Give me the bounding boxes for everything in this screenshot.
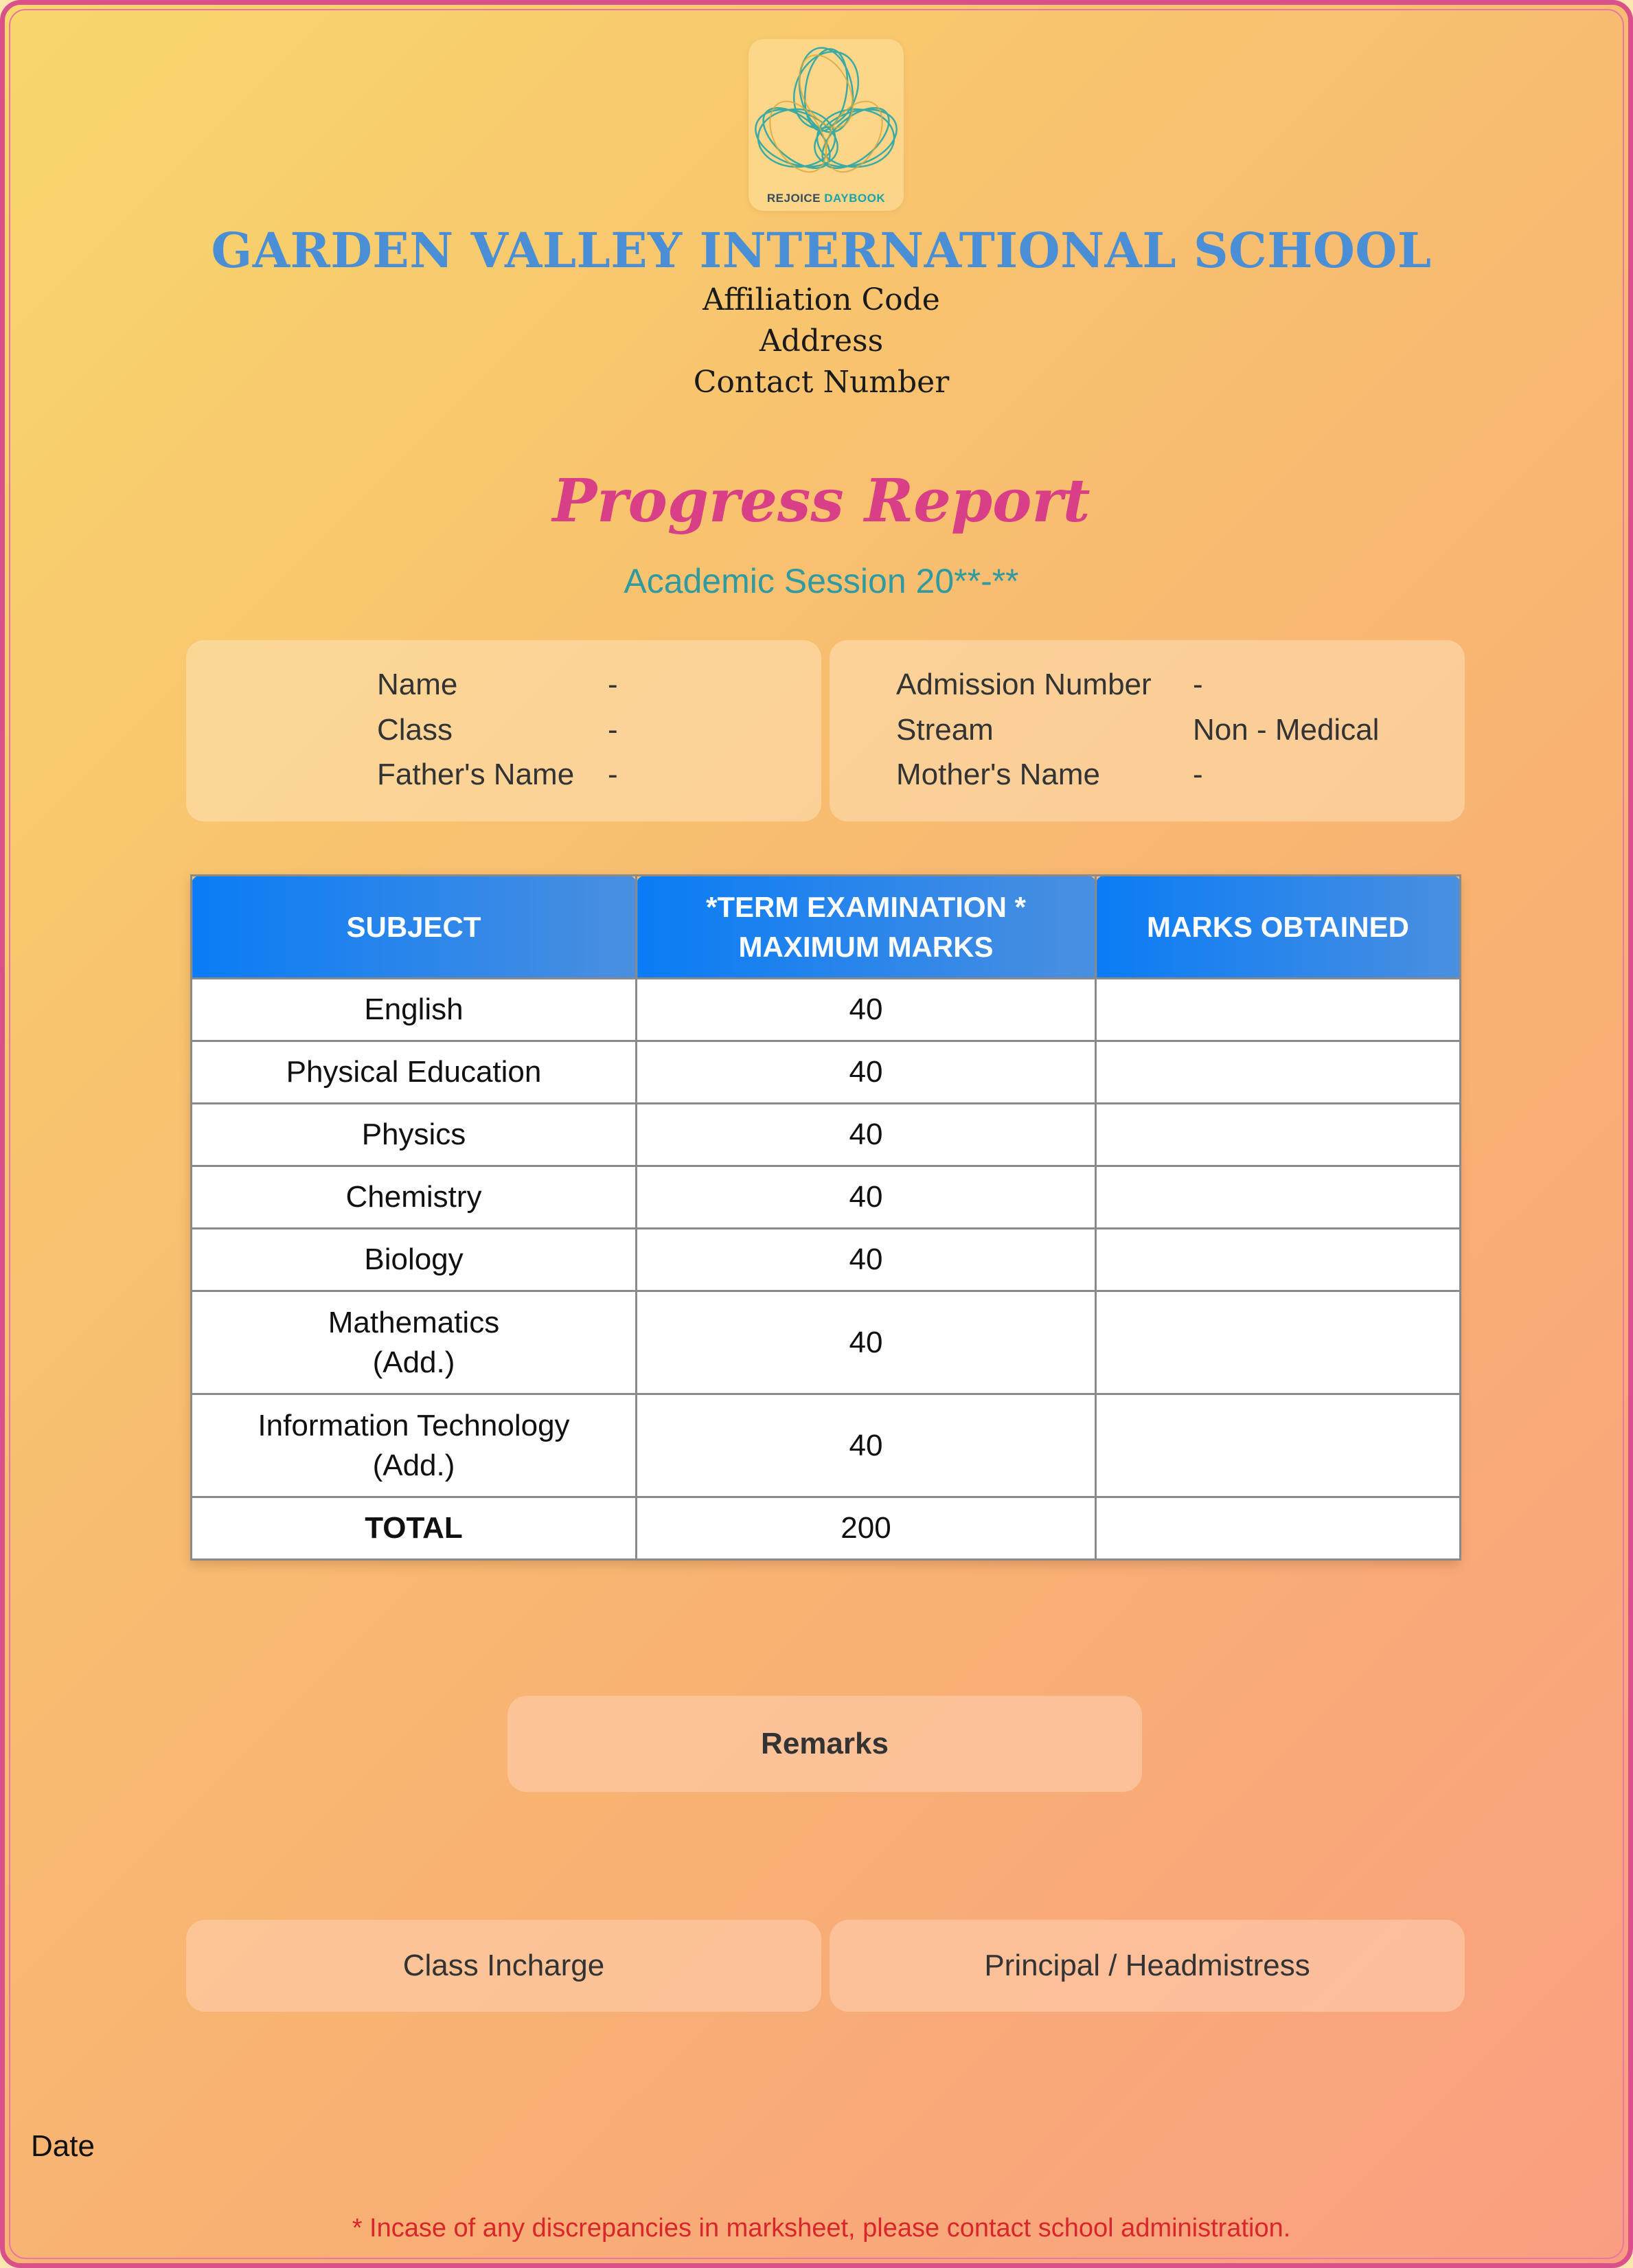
class-value: - [608, 713, 618, 747]
header-max-line2: MAXIMUM MARKS [738, 930, 994, 963]
max-marks-cell: 40 [637, 1394, 1096, 1497]
name-value: - [608, 668, 618, 701]
remarks-box [507, 1696, 1142, 1792]
subject-line2: (Add.) [372, 1345, 455, 1379]
principal-label: Principal / Headmistress [984, 1949, 1310, 1982]
subject-line2: (Add.) [372, 1448, 455, 1482]
subject-cell [192, 1291, 637, 1394]
contact-number: Contact Number [693, 365, 950, 400]
logo-emblem-icon [754, 42, 898, 186]
max-marks-cell: 40 [637, 1166, 1096, 1229]
admission-number-value: - [1193, 668, 1203, 701]
class-label: Class [377, 713, 453, 747]
admission-number-label: Admission Number [896, 668, 1152, 701]
table-row [192, 1394, 1461, 1497]
header-marks-obtained: MARKS OBTAINED [1096, 876, 1461, 979]
marks-obtained-cell [1096, 1041, 1461, 1104]
table-row [192, 1291, 1461, 1394]
class-incharge-box [186, 1920, 821, 2012]
table-row [192, 1041, 1461, 1104]
marks-obtained-cell [1096, 1394, 1461, 1497]
subject-cell: Chemistry [192, 1166, 637, 1229]
name-label: Name [377, 668, 458, 701]
date-label: Date [31, 2129, 95, 2163]
logo-word-rejoice: REJOICE [766, 192, 821, 205]
school-name: GARDEN VALLEY INTERNATIONAL SCHOOL [211, 222, 1432, 279]
total-row [192, 1497, 1461, 1560]
header-maximum-marks [637, 876, 1096, 979]
header-max-line1: *TERM EXAMINATION * [706, 890, 1026, 923]
marks-obtained-cell [1096, 1291, 1461, 1394]
discrepancy-note: * Incase of any discrepancies in marksheet, please contact school administration. [352, 2214, 1291, 2243]
total-label: TOTAL [192, 1497, 637, 1560]
mother-name-label: Mother's Name [896, 758, 1100, 791]
report-title: Progress Report [552, 466, 1090, 536]
subject-cell: Physical Education [192, 1041, 637, 1104]
father-name-value: - [608, 758, 618, 791]
max-marks-cell: 40 [637, 1291, 1096, 1394]
subject-line1: Mathematics [328, 1305, 500, 1339]
logo-word-daybook: DAYBOOK [824, 192, 886, 205]
total-max-marks: 200 [637, 1497, 1096, 1560]
max-marks-cell: 40 [637, 1104, 1096, 1166]
marks-obtained-cell [1096, 1229, 1461, 1291]
table-header-row [192, 876, 1461, 979]
remarks-label: Remarks [761, 1727, 889, 1760]
mother-name-value: - [1193, 758, 1203, 791]
max-marks-cell: 40 [637, 979, 1096, 1041]
father-name-label: Father's Name [377, 758, 575, 791]
school-logo [749, 39, 904, 211]
table-row [192, 979, 1461, 1041]
student-info-left [186, 640, 821, 821]
table-row [192, 1166, 1461, 1229]
max-marks-cell: 40 [637, 1041, 1096, 1104]
marks-obtained-cell [1096, 1166, 1461, 1229]
principal-box [830, 1920, 1465, 2012]
marks-obtained-cell [1096, 979, 1461, 1041]
class-incharge-label: Class Incharge [402, 1949, 605, 1982]
subject-line1: Information Technology [258, 1408, 570, 1442]
total-marks-obtained [1096, 1497, 1461, 1560]
student-info-right [830, 640, 1465, 821]
marks-table [190, 874, 1459, 1561]
affiliation-code: Affiliation Code [703, 282, 940, 317]
school-address: Address [759, 324, 884, 359]
subject-cell [192, 1394, 637, 1497]
logo-wordmark [749, 192, 904, 205]
marks-obtained-cell [1096, 1104, 1461, 1166]
table-row [192, 1104, 1461, 1166]
academic-session: Academic Session 20**-** [624, 562, 1019, 600]
subject-cell: Physics [192, 1104, 637, 1166]
max-marks-cell: 40 [637, 1229, 1096, 1291]
stream-value: Non - Medical [1193, 713, 1380, 747]
table-row [192, 1229, 1461, 1291]
header-subject: SUBJECT [192, 876, 637, 979]
stream-label: Stream [896, 713, 994, 747]
subject-cell: Biology [192, 1229, 637, 1291]
subject-cell: English [192, 979, 637, 1041]
